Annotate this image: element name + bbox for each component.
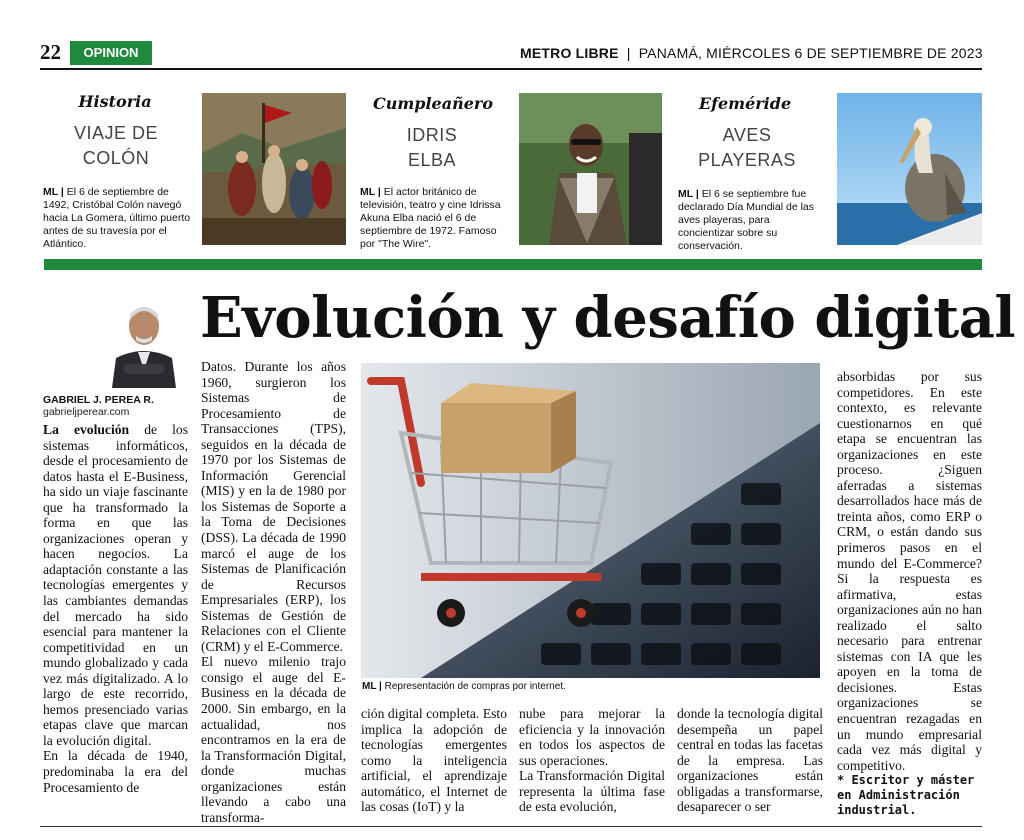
caption-credit: ML | — [362, 681, 382, 692]
feature-credit: ML | — [678, 188, 699, 200]
paragraph-text: de los sistemas informáticos, desde el procesamiento de datos hasta el E-Business, ha sido un viaje fascinante que ha transformado la forma en que las organizaciones operan y hacen negocios. La adaptación constante a las tecnologías emergentes y las cambiantes demandas del mercado ha sido esencial para mantener la competitividad en un mundo globalizado y cada vez más digitalizado. A lo largo de este recorrido, hemos presenciado varias etapas clave que marcan la evolución digital. — [43, 422, 188, 748]
newspaper-brand: METRO LIBRE — [520, 45, 619, 61]
section-tag: OPINION — [70, 41, 152, 65]
feature-category-cumpleanero: Cumpleañero — [372, 94, 494, 113]
feature-title-historia — [44, 121, 188, 171]
article-paragraph: ción digital completa. Esto implica la adopción de tecnologías emergentes como la inteligencia artificial, el aprendizaje automático, el Internet de las cosas (IoT) y la — [361, 706, 507, 815]
feature-text-efemeride — [678, 188, 824, 253]
article-column-1 — [43, 422, 188, 795]
feature-title-efemeride — [672, 123, 822, 173]
article-paragraph: nube para mejorar la eficiencia y la innovación en todos los aspectos de sus operaciones. — [519, 706, 665, 768]
feature-body: El actor británico de televisión, teatro y cine Idrissa Akuna Elba nació el 6 de septiembre de 1972. Famoso por "The Wire". — [360, 186, 501, 250]
photo-idris-elba — [519, 93, 662, 245]
feature-text-historia — [43, 186, 191, 251]
masthead-separator: | — [626, 45, 631, 61]
article-paragraph: La Transformación Digital representa la última fase de esta evolución, — [519, 768, 665, 815]
feature-title-line: COLÓN — [82, 148, 150, 168]
feature-category-efemeride: Efeméride — [698, 94, 792, 113]
feature-credit: ML | — [43, 186, 64, 198]
page-number: 22 — [40, 40, 61, 64]
article-headline: Evolución y desafío digital — [200, 285, 1016, 351]
feature-title-line: PLAYERAS — [698, 150, 796, 170]
feature-title-line: IDRIS — [406, 125, 458, 145]
article-paragraph: El nuevo milenio trajo consigo el auge del E-Business en la década de 2000. Sin embargo, en la actualidad, nos encontramos en la era de la Transformación Digital, donde muchas organizaciones están llevando a cabo una transforma- — [201, 654, 346, 825]
feature-credit: ML | — [360, 186, 381, 198]
feature-title-line: VIAJE DE — [73, 123, 159, 143]
bottom-rule — [40, 826, 982, 827]
photo-caption — [362, 681, 566, 692]
article-paragraph: Datos. Durante los años 1960, surgieron los Sistemas de Procesamiento de Transacciones (TPS), seguidos en la década de 1970 por los Sistemas de Información Gerencial (MIS) y en la de 1980 por los Sistemas de Soporte a la Toma de Decisiones (DSS). La década de 1990 marcó el auge de los Sistemas de Planificación de Recursos Empresariales (ERP), los Sistemas de Gestión de Relaciones con el Cliente (CRM) y el E-Commerce. — [201, 359, 346, 654]
article-paragraph: donde la tecnología digital desempeña un papel central en todas las facetas de la empresa. Las organizaciones están obligadas a transformarse, desaparecer o ser — [677, 706, 823, 815]
feature-title-cumpleanero — [358, 123, 506, 173]
article-column-2 — [201, 359, 346, 825]
dateline: PANAMÁ, MIÉRCOLES 6 DE SEPTIEMBRE DE 2023 — [638, 45, 983, 61]
feature-title-line: AVES — [722, 125, 772, 145]
author-photo — [108, 292, 180, 388]
lead-words: La evolución — [43, 422, 130, 437]
article-column-5 — [677, 706, 823, 815]
header-rule — [40, 68, 982, 70]
feature-text-cumpleanero — [360, 186, 508, 251]
author-email: gabrieljperear.com — [43, 406, 130, 418]
article-column-4 — [519, 706, 665, 815]
article-column-6 — [837, 369, 982, 818]
author-footnote: * Escritor y máster en Administración industrial. — [837, 773, 975, 818]
article-paragraph — [43, 422, 188, 748]
photo-colon-painting — [202, 93, 346, 245]
author-name: GABRIEL J. PEREA R. — [43, 394, 154, 406]
article-column-3 — [361, 706, 507, 815]
article-paragraph: absorbidas por sus competidores. En este contexto, es relevante cuestionarnos en qué etapa se encuentran las organizaciones en este proceso. ¿Siguen aferradas a sistemas desarrollados hace más de treinta años, como ERP o CRM, o están dando sus primeros pasos en el mundo del E-Commerce? Si la respuesta es afirmativa, estas organizaciones aún no han realizado el salto necesario para entrenar sistemas con IA que les apoyen en la toma de decisiones. Estas organizaciones se encuentran rezagadas en un mundo empresarial cada vez más digital y competitivo. — [837, 369, 982, 773]
feature-body: El 6 de septiembre de 1492, Cristóbal Colón navegó hacia La Gomera, último puerto antes de su travesía por el Atlántico. — [43, 186, 191, 250]
feature-body: El 6 se septiembre fue declarado Día Mundial de las aves playeras, para concientizar sobre su conservación. — [678, 188, 814, 252]
feature-title-line: ELBA — [407, 150, 457, 170]
article-paragraph: En la década de 1940, predominaba la era del Procesamiento de — [43, 748, 188, 795]
caption-text: Representación de compras por internet. — [381, 681, 566, 692]
section-divider-bar — [44, 259, 982, 270]
feature-category-historia: Historia — [78, 92, 152, 111]
masthead-dateline — [520, 45, 982, 61]
photo-shopping-cart-keyboard — [361, 363, 820, 678]
photo-pelican — [837, 93, 982, 245]
